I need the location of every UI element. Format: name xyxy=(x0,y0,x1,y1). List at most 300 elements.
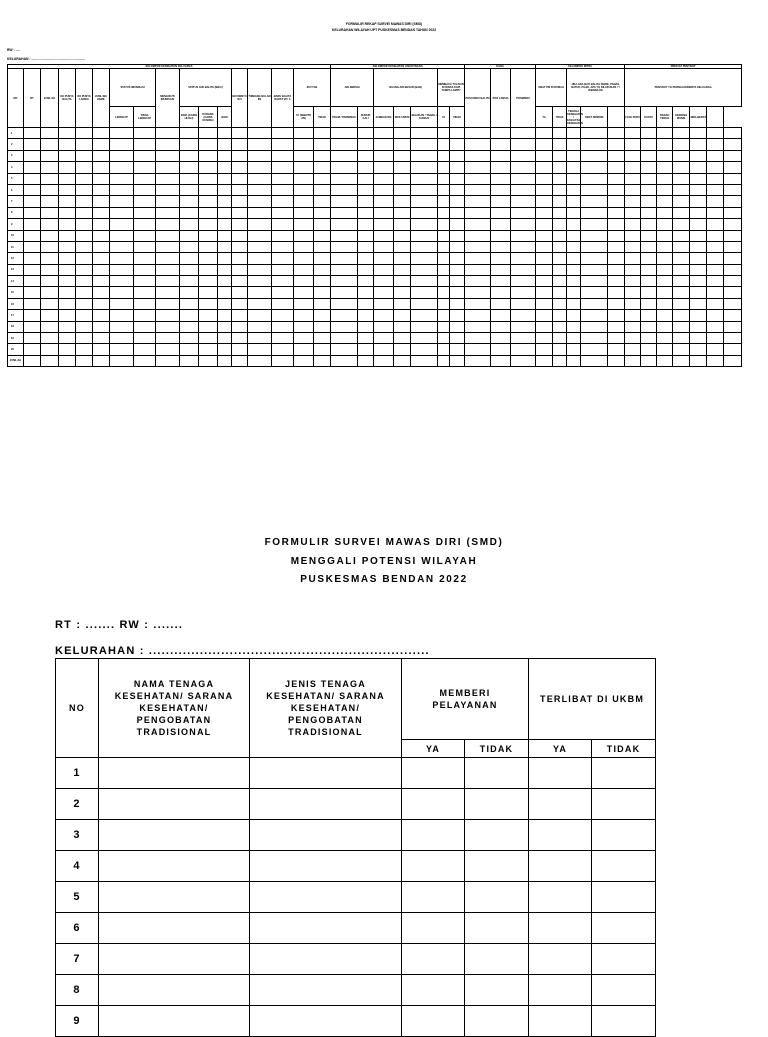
data-cell[interactable] xyxy=(199,219,218,230)
data-cell[interactable] xyxy=(248,196,272,207)
data-cell[interactable] xyxy=(438,253,450,264)
data-cell[interactable] xyxy=(199,162,218,173)
data-cell[interactable] xyxy=(581,219,608,230)
data-cell[interactable] xyxy=(450,298,465,309)
data-cell[interactable] xyxy=(465,344,491,355)
data-cell[interactable] xyxy=(374,276,394,287)
data-cell[interactable] xyxy=(374,321,394,332)
data-cell[interactable] xyxy=(673,196,690,207)
data-cell[interactable] xyxy=(608,230,625,241)
data-cell[interactable] xyxy=(358,276,374,287)
data-cell[interactable] xyxy=(673,355,690,366)
data-cell[interactable] xyxy=(41,310,59,321)
data-cell[interactable] xyxy=(465,184,491,195)
data-cell[interactable] xyxy=(24,287,41,298)
data-cell[interactable] xyxy=(134,253,156,264)
data-cell[interactable] xyxy=(411,355,438,366)
data-cell[interactable] xyxy=(641,287,657,298)
data-cell[interactable] xyxy=(331,333,358,344)
data-cell[interactable] xyxy=(450,173,465,184)
data-cell[interactable] xyxy=(331,230,358,241)
data-cell[interactable] xyxy=(625,264,641,275)
data-cell[interactable] xyxy=(314,276,331,287)
data-cell[interactable] xyxy=(134,139,156,150)
data-cell[interactable] xyxy=(110,333,134,344)
data-cell[interactable] xyxy=(450,219,465,230)
data-cell[interactable] xyxy=(690,310,707,321)
data-cell[interactable] xyxy=(567,196,581,207)
data-cell[interactable] xyxy=(374,207,394,218)
data-cell[interactable] xyxy=(536,298,553,309)
data-cell[interactable] xyxy=(218,253,232,264)
data-cell[interactable] xyxy=(24,253,41,264)
data-cell[interactable] xyxy=(567,139,581,150)
data-cell[interactable] xyxy=(180,298,199,309)
data-cell[interactable] xyxy=(232,253,248,264)
data-cell[interactable] xyxy=(673,128,690,139)
data-cell[interactable] xyxy=(93,287,110,298)
data-cell[interactable] xyxy=(199,298,218,309)
data-cell[interactable] xyxy=(134,184,156,195)
data-cell[interactable] xyxy=(625,162,641,173)
data-cell[interactable] xyxy=(314,310,331,321)
data-cell[interactable] xyxy=(250,975,402,1006)
data-cell[interactable] xyxy=(673,276,690,287)
data-cell[interactable] xyxy=(438,219,450,230)
data-cell[interactable] xyxy=(156,173,180,184)
data-cell[interactable] xyxy=(180,150,199,161)
data-cell[interactable] xyxy=(536,207,553,218)
data-cell[interactable] xyxy=(411,128,438,139)
data-cell[interactable] xyxy=(592,975,656,1006)
data-cell[interactable] xyxy=(218,207,232,218)
data-cell[interactable] xyxy=(553,162,567,173)
data-cell[interactable] xyxy=(641,344,657,355)
data-cell[interactable] xyxy=(93,162,110,173)
data-cell[interactable] xyxy=(491,264,511,275)
data-cell[interactable] xyxy=(331,344,358,355)
data-cell[interactable] xyxy=(411,310,438,321)
data-cell[interactable] xyxy=(93,321,110,332)
data-cell[interactable] xyxy=(156,355,180,366)
data-cell[interactable] xyxy=(511,150,536,161)
data-cell[interactable] xyxy=(581,162,608,173)
data-cell[interactable] xyxy=(724,264,742,275)
data-cell[interactable] xyxy=(218,219,232,230)
data-cell[interactable] xyxy=(358,310,374,321)
data-cell[interactable] xyxy=(625,310,641,321)
data-cell[interactable] xyxy=(134,196,156,207)
data-cell[interactable] xyxy=(218,173,232,184)
data-cell[interactable] xyxy=(657,150,673,161)
data-cell[interactable] xyxy=(199,355,218,366)
data-cell[interactable] xyxy=(76,207,93,218)
data-cell[interactable] xyxy=(248,321,272,332)
data-cell[interactable] xyxy=(673,298,690,309)
data-cell[interactable] xyxy=(673,333,690,344)
data-cell[interactable] xyxy=(707,310,724,321)
data-cell[interactable] xyxy=(331,310,358,321)
data-cell[interactable] xyxy=(641,150,657,161)
data-cell[interactable] xyxy=(294,298,314,309)
data-cell[interactable] xyxy=(450,241,465,252)
data-cell[interactable] xyxy=(553,230,567,241)
data-cell[interactable] xyxy=(581,128,608,139)
data-cell[interactable] xyxy=(314,333,331,344)
data-cell[interactable] xyxy=(438,298,450,309)
data-cell[interactable] xyxy=(76,241,93,252)
data-cell[interactable] xyxy=(690,230,707,241)
data-cell[interactable] xyxy=(180,310,199,321)
data-cell[interactable] xyxy=(294,355,314,366)
data-cell[interactable] xyxy=(592,851,656,882)
data-cell[interactable] xyxy=(358,184,374,195)
data-cell[interactable] xyxy=(450,139,465,150)
data-cell[interactable] xyxy=(673,162,690,173)
data-cell[interactable] xyxy=(465,851,529,882)
data-cell[interactable] xyxy=(248,219,272,230)
data-cell[interactable] xyxy=(450,321,465,332)
data-cell[interactable] xyxy=(374,298,394,309)
data-cell[interactable] xyxy=(465,150,491,161)
data-cell[interactable] xyxy=(567,253,581,264)
data-cell[interactable] xyxy=(724,321,742,332)
data-cell[interactable] xyxy=(402,820,465,851)
data-cell[interactable] xyxy=(93,333,110,344)
data-cell[interactable] xyxy=(707,128,724,139)
data-cell[interactable] xyxy=(110,321,134,332)
data-cell[interactable] xyxy=(232,287,248,298)
data-cell[interactable] xyxy=(553,264,567,275)
data-cell[interactable] xyxy=(553,241,567,252)
data-cell[interactable] xyxy=(272,207,294,218)
data-cell[interactable] xyxy=(641,162,657,173)
data-cell[interactable] xyxy=(59,287,76,298)
data-cell[interactable] xyxy=(625,150,641,161)
data-cell[interactable] xyxy=(59,241,76,252)
data-cell[interactable] xyxy=(491,333,511,344)
data-cell[interactable] xyxy=(438,162,450,173)
data-cell[interactable] xyxy=(438,150,450,161)
data-cell[interactable] xyxy=(156,150,180,161)
data-cell[interactable] xyxy=(110,230,134,241)
data-cell[interactable] xyxy=(374,253,394,264)
data-cell[interactable] xyxy=(374,344,394,355)
data-cell[interactable] xyxy=(641,241,657,252)
data-cell[interactable] xyxy=(491,310,511,321)
data-cell[interactable] xyxy=(673,321,690,332)
data-cell[interactable] xyxy=(110,128,134,139)
data-cell[interactable] xyxy=(641,276,657,287)
data-cell[interactable] xyxy=(707,207,724,218)
data-cell[interactable] xyxy=(374,128,394,139)
data-cell[interactable] xyxy=(374,310,394,321)
data-cell[interactable] xyxy=(250,882,402,913)
data-cell[interactable] xyxy=(180,230,199,241)
data-cell[interactable] xyxy=(93,184,110,195)
data-cell[interactable] xyxy=(567,230,581,241)
data-cell[interactable] xyxy=(248,276,272,287)
data-cell[interactable] xyxy=(358,287,374,298)
data-cell[interactable] xyxy=(536,310,553,321)
data-cell[interactable] xyxy=(511,321,536,332)
data-cell[interactable] xyxy=(374,287,394,298)
data-cell[interactable] xyxy=(41,253,59,264)
data-cell[interactable] xyxy=(581,207,608,218)
data-cell[interactable] xyxy=(608,287,625,298)
data-cell[interactable] xyxy=(59,173,76,184)
data-cell[interactable] xyxy=(491,207,511,218)
data-cell[interactable] xyxy=(248,139,272,150)
data-cell[interactable] xyxy=(232,276,248,287)
data-cell[interactable] xyxy=(180,196,199,207)
data-cell[interactable] xyxy=(110,219,134,230)
data-cell[interactable] xyxy=(272,139,294,150)
data-cell[interactable] xyxy=(553,355,567,366)
data-cell[interactable] xyxy=(358,139,374,150)
data-cell[interactable] xyxy=(673,264,690,275)
data-cell[interactable] xyxy=(218,184,232,195)
data-cell[interactable] xyxy=(724,310,742,321)
data-cell[interactable] xyxy=(608,207,625,218)
data-cell[interactable] xyxy=(232,219,248,230)
data-cell[interactable] xyxy=(690,276,707,287)
data-cell[interactable] xyxy=(581,298,608,309)
data-cell[interactable] xyxy=(93,196,110,207)
data-cell[interactable] xyxy=(156,162,180,173)
data-cell[interactable] xyxy=(724,162,742,173)
data-cell[interactable] xyxy=(567,184,581,195)
data-cell[interactable] xyxy=(411,333,438,344)
data-cell[interactable] xyxy=(581,241,608,252)
data-cell[interactable] xyxy=(134,207,156,218)
data-cell[interactable] xyxy=(529,913,592,944)
data-cell[interactable] xyxy=(581,173,608,184)
data-cell[interactable] xyxy=(156,196,180,207)
data-cell[interactable] xyxy=(272,344,294,355)
data-cell[interactable] xyxy=(374,219,394,230)
data-cell[interactable] xyxy=(331,298,358,309)
data-cell[interactable] xyxy=(331,276,358,287)
data-cell[interactable] xyxy=(690,150,707,161)
data-cell[interactable] xyxy=(724,344,742,355)
data-cell[interactable] xyxy=(491,355,511,366)
data-cell[interactable] xyxy=(657,287,673,298)
data-cell[interactable] xyxy=(529,758,592,789)
data-cell[interactable] xyxy=(294,184,314,195)
data-cell[interactable] xyxy=(41,287,59,298)
data-cell[interactable] xyxy=(608,184,625,195)
data-cell[interactable] xyxy=(592,944,656,975)
data-cell[interactable] xyxy=(625,276,641,287)
data-cell[interactable] xyxy=(199,264,218,275)
data-cell[interactable] xyxy=(134,333,156,344)
data-cell[interactable] xyxy=(394,207,411,218)
data-cell[interactable] xyxy=(511,276,536,287)
data-cell[interactable] xyxy=(536,196,553,207)
data-cell[interactable] xyxy=(180,241,199,252)
data-cell[interactable] xyxy=(608,150,625,161)
data-cell[interactable] xyxy=(465,944,529,975)
data-cell[interactable] xyxy=(218,139,232,150)
data-cell[interactable] xyxy=(724,276,742,287)
data-cell[interactable] xyxy=(232,196,248,207)
data-cell[interactable] xyxy=(450,276,465,287)
data-cell[interactable] xyxy=(99,944,250,975)
data-cell[interactable] xyxy=(59,184,76,195)
data-cell[interactable] xyxy=(411,287,438,298)
data-cell[interactable] xyxy=(657,207,673,218)
data-cell[interactable] xyxy=(465,975,529,1006)
data-cell[interactable] xyxy=(625,207,641,218)
data-cell[interactable] xyxy=(567,344,581,355)
data-cell[interactable] xyxy=(294,219,314,230)
data-cell[interactable] xyxy=(110,253,134,264)
data-cell[interactable] xyxy=(294,128,314,139)
data-cell[interactable] xyxy=(724,253,742,264)
data-cell[interactable] xyxy=(294,253,314,264)
data-cell[interactable] xyxy=(59,276,76,287)
data-cell[interactable] xyxy=(567,219,581,230)
data-cell[interactable] xyxy=(567,333,581,344)
data-cell[interactable] xyxy=(536,241,553,252)
data-cell[interactable] xyxy=(272,310,294,321)
data-cell[interactable] xyxy=(294,276,314,287)
data-cell[interactable] xyxy=(707,298,724,309)
data-cell[interactable] xyxy=(511,128,536,139)
data-cell[interactable] xyxy=(110,150,134,161)
data-cell[interactable] xyxy=(641,207,657,218)
data-cell[interactable] xyxy=(110,162,134,173)
data-cell[interactable] xyxy=(567,241,581,252)
data-cell[interactable] xyxy=(134,173,156,184)
data-cell[interactable] xyxy=(491,344,511,355)
data-cell[interactable] xyxy=(411,196,438,207)
data-cell[interactable] xyxy=(438,139,450,150)
data-cell[interactable] xyxy=(232,139,248,150)
data-cell[interactable] xyxy=(218,162,232,173)
data-cell[interactable] xyxy=(76,184,93,195)
data-cell[interactable] xyxy=(465,789,529,820)
data-cell[interactable] xyxy=(450,264,465,275)
data-cell[interactable] xyxy=(465,758,529,789)
data-cell[interactable] xyxy=(465,264,491,275)
data-cell[interactable] xyxy=(581,321,608,332)
data-cell[interactable] xyxy=(394,310,411,321)
data-cell[interactable] xyxy=(465,1006,529,1037)
data-cell[interactable] xyxy=(93,355,110,366)
data-cell[interactable] xyxy=(156,184,180,195)
data-cell[interactable] xyxy=(465,321,491,332)
data-cell[interactable] xyxy=(59,128,76,139)
data-cell[interactable] xyxy=(707,287,724,298)
data-cell[interactable] xyxy=(641,321,657,332)
data-cell[interactable] xyxy=(248,241,272,252)
data-cell[interactable] xyxy=(553,344,567,355)
data-cell[interactable] xyxy=(625,333,641,344)
data-cell[interactable] xyxy=(272,184,294,195)
data-cell[interactable] xyxy=(411,162,438,173)
data-cell[interactable] xyxy=(536,184,553,195)
data-cell[interactable] xyxy=(248,162,272,173)
data-cell[interactable] xyxy=(450,287,465,298)
data-cell[interactable] xyxy=(491,287,511,298)
data-cell[interactable] xyxy=(411,321,438,332)
data-cell[interactable] xyxy=(314,253,331,264)
data-cell[interactable] xyxy=(218,241,232,252)
data-cell[interactable] xyxy=(724,128,742,139)
data-cell[interactable] xyxy=(358,333,374,344)
data-cell[interactable] xyxy=(536,264,553,275)
data-cell[interactable] xyxy=(24,184,41,195)
data-cell[interactable] xyxy=(331,219,358,230)
data-cell[interactable] xyxy=(465,298,491,309)
data-cell[interactable] xyxy=(690,219,707,230)
data-cell[interactable] xyxy=(59,162,76,173)
data-cell[interactable] xyxy=(374,184,394,195)
data-cell[interactable] xyxy=(394,173,411,184)
data-cell[interactable] xyxy=(657,333,673,344)
data-cell[interactable] xyxy=(41,298,59,309)
data-cell[interactable] xyxy=(641,184,657,195)
data-cell[interactable] xyxy=(76,276,93,287)
data-cell[interactable] xyxy=(331,355,358,366)
data-cell[interactable] xyxy=(641,219,657,230)
data-cell[interactable] xyxy=(24,139,41,150)
data-cell[interactable] xyxy=(567,128,581,139)
data-cell[interactable] xyxy=(76,128,93,139)
data-cell[interactable] xyxy=(134,298,156,309)
data-cell[interactable] xyxy=(690,333,707,344)
data-cell[interactable] xyxy=(250,851,402,882)
data-cell[interactable] xyxy=(411,139,438,150)
data-cell[interactable] xyxy=(134,162,156,173)
data-cell[interactable] xyxy=(232,173,248,184)
data-cell[interactable] xyxy=(690,264,707,275)
data-cell[interactable] xyxy=(314,128,331,139)
data-cell[interactable] xyxy=(450,184,465,195)
data-cell[interactable] xyxy=(272,287,294,298)
data-cell[interactable] xyxy=(156,207,180,218)
data-cell[interactable] xyxy=(673,150,690,161)
data-cell[interactable] xyxy=(641,196,657,207)
data-cell[interactable] xyxy=(24,150,41,161)
data-cell[interactable] xyxy=(625,344,641,355)
data-cell[interactable] xyxy=(511,241,536,252)
data-cell[interactable] xyxy=(272,219,294,230)
data-cell[interactable] xyxy=(314,298,331,309)
data-cell[interactable] xyxy=(272,253,294,264)
data-cell[interactable] xyxy=(156,230,180,241)
data-cell[interactable] xyxy=(93,276,110,287)
data-cell[interactable] xyxy=(218,264,232,275)
data-cell[interactable] xyxy=(511,287,536,298)
data-cell[interactable] xyxy=(724,207,742,218)
data-cell[interactable] xyxy=(218,276,232,287)
data-cell[interactable] xyxy=(511,219,536,230)
data-cell[interactable] xyxy=(76,333,93,344)
data-cell[interactable] xyxy=(690,207,707,218)
data-cell[interactable] xyxy=(707,344,724,355)
data-cell[interactable] xyxy=(248,287,272,298)
data-cell[interactable] xyxy=(690,287,707,298)
data-cell[interactable] xyxy=(248,310,272,321)
data-cell[interactable] xyxy=(374,241,394,252)
data-cell[interactable] xyxy=(134,276,156,287)
data-cell[interactable] xyxy=(608,264,625,275)
data-cell[interactable] xyxy=(250,944,402,975)
data-cell[interactable] xyxy=(374,173,394,184)
